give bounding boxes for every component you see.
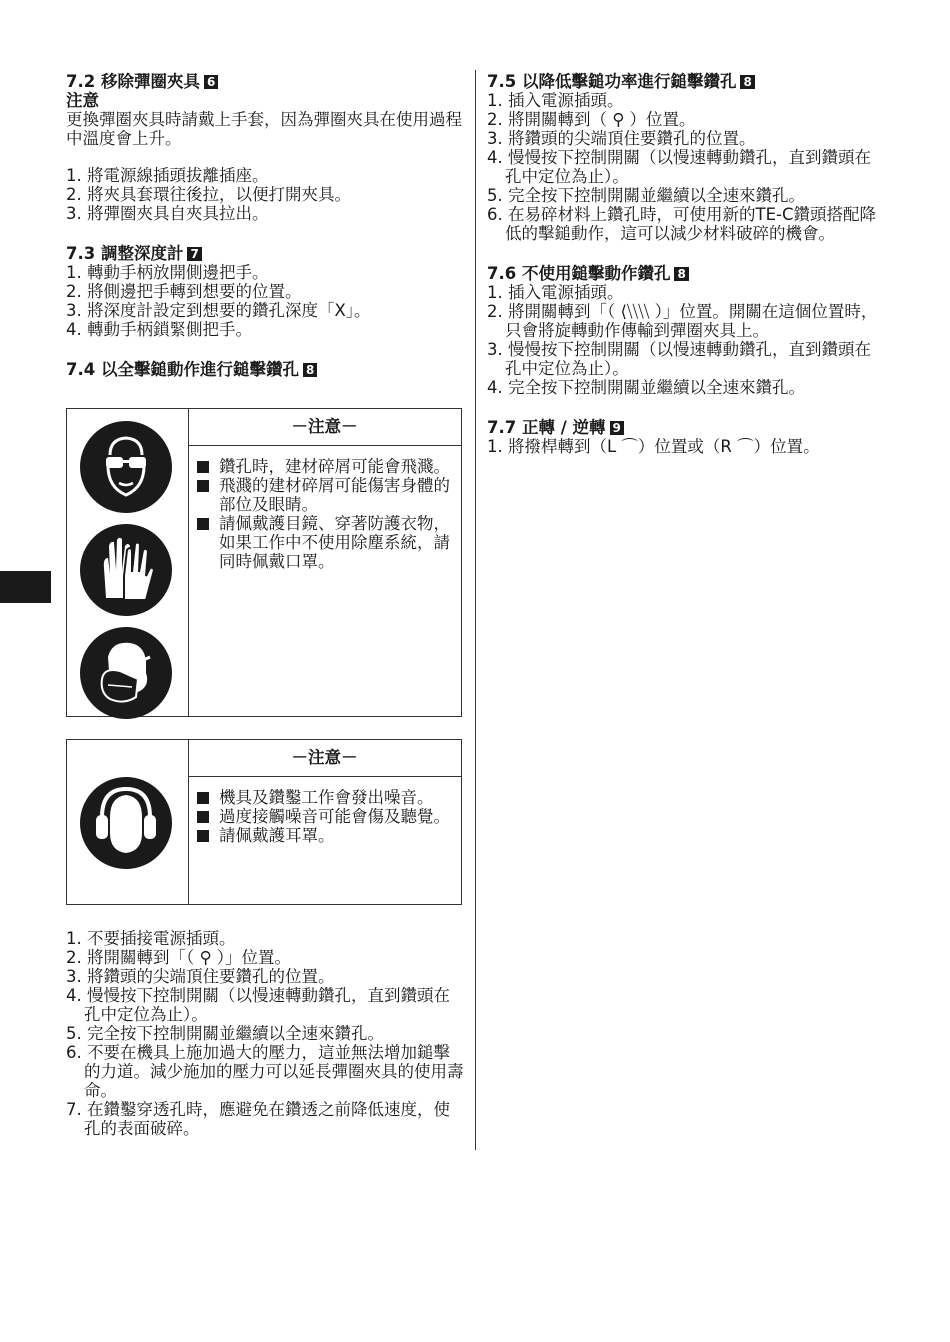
list-item: 2. 將開關轉到「（ ⚲ ）」位置。 (66, 948, 292, 967)
protective-gloves-icon (80, 524, 172, 616)
caution-list (197, 788, 453, 845)
section-7-3-steps (66, 263, 464, 339)
page-edge-tab (0, 571, 51, 603)
section-7-2-title: 7.2 移除彈圈夾具 6 (66, 72, 464, 91)
note-text: 更換彈圈夾具時請戴上手套，因為彈圈夾具在使用過程中溫度會上升。 (66, 110, 462, 148)
figure-ref: 8 (740, 75, 754, 89)
list-item: 6. 在易碎材料上鑽孔時，可使用新的TE-C鑽頭搭配降低的擊鎚動作，這可以減少材料破碎的機會。 (487, 205, 876, 243)
section-7-6-steps (487, 283, 887, 397)
bullet-square-icon (197, 518, 209, 530)
list-item: 2. 將夾具套環往後拉，以便打開夾具。 (66, 185, 351, 204)
list-item: 5. 完全按下控制開關並繼續以全速來鑽孔。 (66, 1024, 384, 1043)
column-divider (475, 70, 476, 1150)
bullet-square-icon (197, 461, 209, 473)
list-item: 請佩戴護耳罩。 (197, 826, 453, 845)
bullet-square-icon (197, 830, 209, 842)
list-item: 1. 不要插接電源插頭。 (66, 929, 236, 948)
section-7-3-title: 7.3 調整深度計 7 (66, 244, 464, 263)
bullet-square-icon (197, 480, 209, 492)
list-item: 1. 插入電源插頭。 (487, 91, 624, 110)
figure-ref: 8 (303, 363, 317, 377)
list-item: 4. 完全按下控制開關並繼續以全速來鑽孔。 (487, 378, 805, 397)
caution-list (197, 457, 453, 571)
list-item: 3. 將鑽頭的尖端頂住要鑽孔的位置。 (487, 129, 756, 148)
list-item: 5. 完全按下控制開關並繼續以全速來鑽孔。 (487, 186, 805, 205)
figure-ref: 9 (610, 421, 624, 435)
section-7-2-steps (66, 166, 464, 223)
list-item: 4. 轉動手柄鎖緊側把手。 (66, 320, 252, 339)
list-item: 1. 插入電源插頭。 (487, 283, 624, 302)
figure-ref: 6 (204, 75, 218, 89)
list-item: 鑽孔時，建材碎屑可能會飛濺。 (197, 457, 453, 476)
list-item: 2. 將開關轉到「（ ⟨⧹⧹⧹⧹ ）」位置。開關在這個位置時，只會將旋轉動作傳輸到彈圈夾具上。 (487, 302, 878, 340)
section-7-4-steps (66, 929, 464, 1138)
caution-header: －注意－ (188, 740, 461, 777)
section-7-4-steps-block (66, 929, 464, 1138)
list-item: 1. 轉動手柄放開側邊把手。 (66, 263, 269, 282)
section-7-6-title: 7.6 不使用鎚擊動作鑽孔 8 (487, 264, 887, 283)
list-item: 4. 慢慢按下控制開關（以慢速轉動鑽孔，直到鑽頭在孔中定位為止）。 (66, 986, 450, 1024)
list-item: 請佩戴護目鏡、穿著防護衣物，如果工作中不使用除塵系統，請同時佩戴口罩。 (197, 514, 453, 571)
bullet-square-icon (197, 811, 209, 823)
list-item: 7. 在鑽鑿穿透孔時，應避免在鑽透之前降低速度，使孔的表面破碎。 (66, 1100, 450, 1138)
list-item: 3. 將彈圈夾具自夾具拉出。 (66, 204, 269, 223)
figure-ref: 7 (187, 247, 201, 261)
dust-mask-icon (80, 627, 172, 719)
section-7-5-steps (487, 91, 887, 243)
list-item: 6. 不要在機具上施加過大的壓力，這並無法增加鎚擊的力道。減少施加的壓力可以延長彈圈夾具的使用壽命。 (66, 1043, 464, 1100)
caution-header: －注意－ (188, 409, 461, 446)
list-item: 飛濺的建材碎屑可能傷害身體的部位及眼睛。 (197, 476, 453, 514)
figure-ref: 8 (674, 267, 688, 281)
safety-glasses-icon (80, 421, 172, 513)
list-item: 1. 將撥桿轉到（L ⌒）位置或（R ⌒）位置。 (487, 437, 820, 456)
list-item: 2. 將開關轉到（ ⚲ ）位置。 (487, 110, 696, 129)
list-item: 3. 慢慢按下控制開關（以慢速轉動鑽孔，直到鑽頭在孔中定位為止）。 (487, 340, 871, 378)
caution-box-noise (66, 739, 462, 905)
section-7-4-title: 7.4 以全擊鎚動作進行鎚擊鑽孔 8 (66, 360, 464, 379)
right-column (487, 72, 887, 456)
left-column (66, 72, 464, 379)
caution-box-debris (66, 408, 462, 717)
list-item: 1. 將電源線插頭拔離插座。 (66, 166, 269, 185)
section-7-7-title: 7.7 正轉 / 逆轉 9 (487, 418, 887, 437)
list-item: 2. 將側邊把手轉到想要的位置。 (66, 282, 302, 301)
ear-protection-icon (80, 777, 172, 869)
list-item: 4. 慢慢按下控制開關（以慢速轉動鑽孔，直到鑽頭在孔中定位為止）。 (487, 148, 871, 186)
bullet-square-icon (197, 792, 209, 804)
list-item: 機具及鑽鑿工作會發出噪音。 (197, 788, 453, 807)
list-item: 3. 將深度計設定到想要的鑽孔深度「X」。 (66, 301, 371, 320)
section-7-5-title: 7.5 以降低擊鎚功率進行鎚擊鑽孔 8 (487, 72, 887, 91)
list-item: 過度接觸噪音可能會傷及聽覺。 (197, 807, 453, 826)
note-title: 注意 (66, 91, 99, 110)
section-7-7-steps (487, 437, 887, 456)
list-item: 3. 將鑽頭的尖端頂住要鑽孔的位置。 (66, 967, 335, 986)
